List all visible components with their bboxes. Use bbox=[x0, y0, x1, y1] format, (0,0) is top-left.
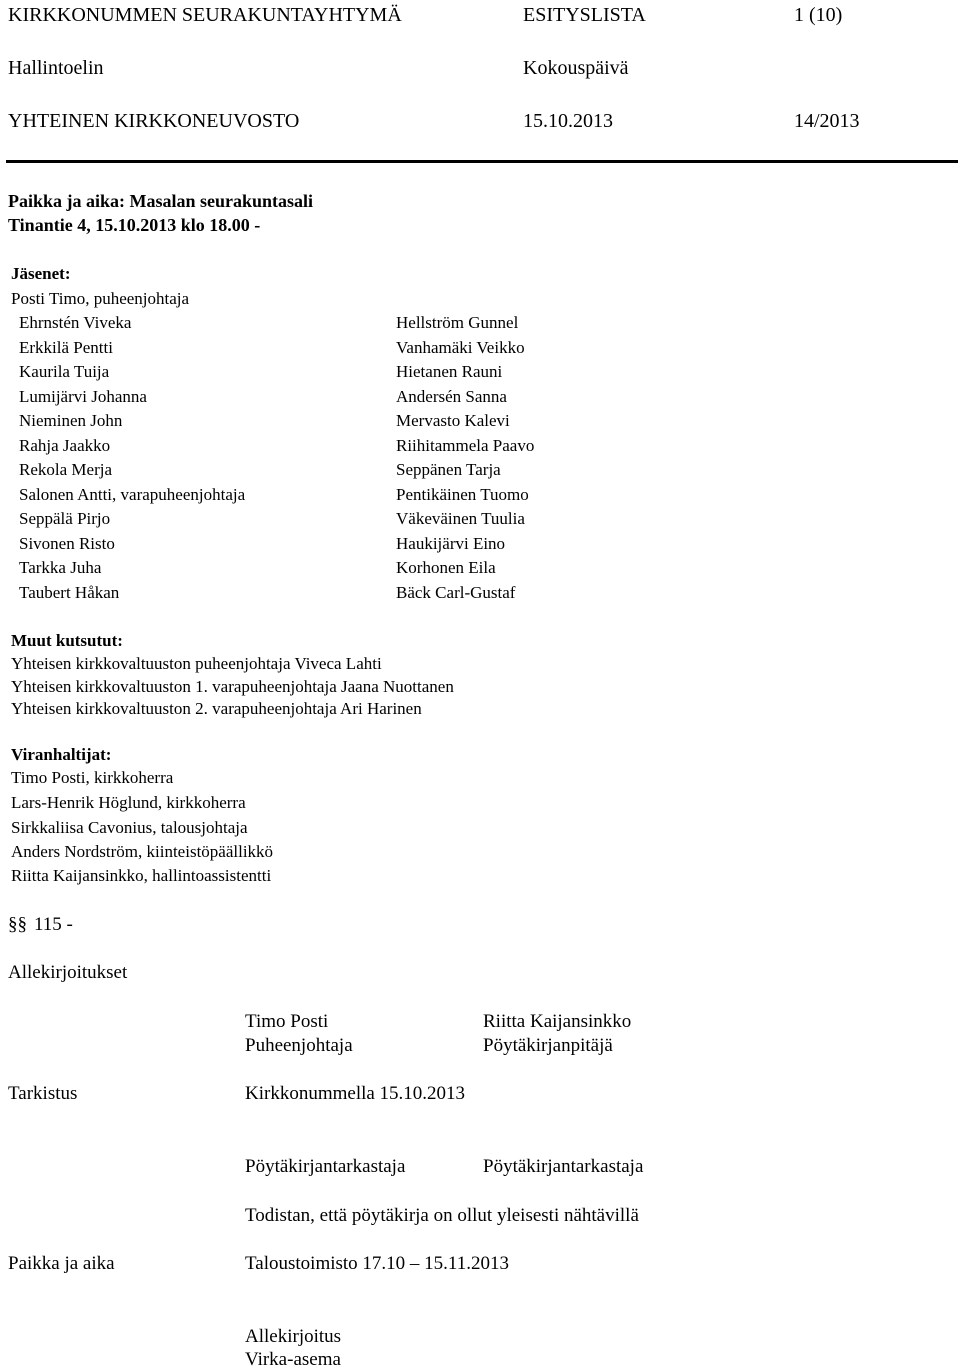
section-title: Allekirjoitukset bbox=[8, 962, 128, 983]
secretary-role: Pöytäkirjanpitäjä bbox=[483, 1035, 613, 1056]
member-name: Nieminen John bbox=[19, 411, 123, 430]
meeting-date-label: Kokouspäivä bbox=[523, 57, 629, 79]
secretary-name: Riitta Kaijansinkko bbox=[483, 1011, 632, 1032]
section-number: 115 - bbox=[34, 914, 73, 935]
governing-body-name: YHTEINEN KIRKKONEUVOSTO bbox=[8, 110, 300, 132]
official-item: Riitta Kaijansinkko, hallintoassistentti bbox=[11, 866, 272, 885]
certification-text: Todistan, että pöytäkirja on ollut yleisesti nähtävillä bbox=[245, 1205, 639, 1226]
member-name: Sivonen Risto bbox=[19, 533, 115, 553]
members-chair: Posti Timo, puheenjohtaja bbox=[11, 289, 190, 308]
member-name: Taubert Håkan bbox=[19, 582, 120, 602]
invited-item: Yhteisen kirkkovaltuuston puheenjohtaja Viveca Lahti bbox=[11, 654, 382, 673]
venue-line-1: Paikka ja aika: Masalan seurakuntasali bbox=[8, 191, 314, 211]
member-name: Seppälä Pirjo bbox=[19, 509, 111, 528]
members-left-column bbox=[19, 313, 245, 607]
member-name: Seppänen Tarja bbox=[396, 460, 501, 479]
member-name: Erkkilä Pentti bbox=[19, 337, 113, 357]
org-unit-label: Hallintoelin bbox=[8, 57, 104, 79]
place-time-label: Paikka ja aika bbox=[8, 1253, 115, 1274]
document-type: ESITYSLISTA bbox=[523, 4, 646, 26]
check-value: Kirkkonummella 15.10.2013 bbox=[245, 1083, 466, 1104]
members-right-column bbox=[396, 313, 534, 607]
member-name: Bäck Carl-Gustaf bbox=[396, 582, 516, 602]
member-name: Rahja Jaakko bbox=[19, 435, 111, 455]
chair-name: Timo Posti bbox=[245, 1011, 329, 1032]
page-number: 1 (10) bbox=[794, 4, 843, 26]
member-name: Hietanen Rauni bbox=[396, 362, 503, 381]
member-name: Salonen Antti, varapuheenjohtaja bbox=[19, 484, 246, 504]
member-name: Väkeväinen Tuulia bbox=[396, 509, 525, 528]
member-name: Rekola Merja bbox=[19, 460, 112, 479]
invited-item: Yhteisen kirkkovaltuuston 1. varapuheenjohtaja Jaana Nuottanen bbox=[11, 677, 454, 696]
officials-heading: Viranhaltijat: bbox=[11, 745, 112, 764]
invited-heading: Muut kutsutut: bbox=[11, 631, 123, 650]
member-name: Andersén Sanna bbox=[396, 386, 507, 406]
venue-line-2: Tinantie 4, 15.10.2013 klo 18.00 - bbox=[8, 215, 261, 235]
organization-name: KIRKKONUMMEN SEURAKUNTAYHTYMÄ bbox=[8, 4, 402, 26]
member-name: Ehrnstén Viveka bbox=[19, 313, 132, 332]
member-name: Kaurila Tuija bbox=[19, 362, 110, 381]
examiner-1: Pöytäkirjantarkastaja bbox=[245, 1156, 406, 1177]
position-label: Virka-asema bbox=[245, 1349, 341, 1370]
place-time-value: Taloustoimisto 17.10 – 15.11.2013 bbox=[245, 1253, 509, 1274]
member-name: Hellström Gunnel bbox=[396, 313, 519, 332]
member-name: Tarkka Juha bbox=[19, 558, 102, 577]
member-name: Riihitammela Paavo bbox=[396, 435, 535, 455]
member-name: Mervasto Kalevi bbox=[396, 411, 510, 430]
meeting-date: 15.10.2013 bbox=[523, 110, 613, 132]
member-name: Vanhamäki Veikko bbox=[396, 337, 525, 357]
section-symbol: §§ bbox=[8, 914, 27, 935]
member-name: Korhonen Eila bbox=[396, 558, 496, 577]
member-name: Pentikäinen Tuomo bbox=[396, 484, 529, 504]
official-item: Lars-Henrik Höglund, kirkkoherra bbox=[11, 793, 246, 812]
chair-role: Puheenjohtaja bbox=[245, 1035, 353, 1056]
official-item: Sirkkaliisa Cavonius, talousjohtaja bbox=[11, 818, 248, 837]
examiner-2: Pöytäkirjantarkastaja bbox=[483, 1156, 644, 1177]
check-label: Tarkistus bbox=[8, 1083, 78, 1104]
member-name: Haukijärvi Eino bbox=[396, 533, 506, 553]
official-item: Anders Nordström, kiinteistöpäällikkö bbox=[11, 842, 274, 861]
header-divider bbox=[6, 160, 958, 163]
official-item: Timo Posti, kirkkoherra bbox=[11, 768, 174, 787]
invited-item: Yhteisen kirkkovaltuuston 2. varapuheenjohtaja Ari Harinen bbox=[11, 699, 422, 718]
signature-label: Allekirjoitus bbox=[245, 1326, 342, 1347]
member-name: Lumijärvi Johanna bbox=[19, 386, 147, 406]
members-heading: Jäsenet: bbox=[11, 264, 71, 283]
meeting-number: 14/2013 bbox=[794, 110, 860, 132]
